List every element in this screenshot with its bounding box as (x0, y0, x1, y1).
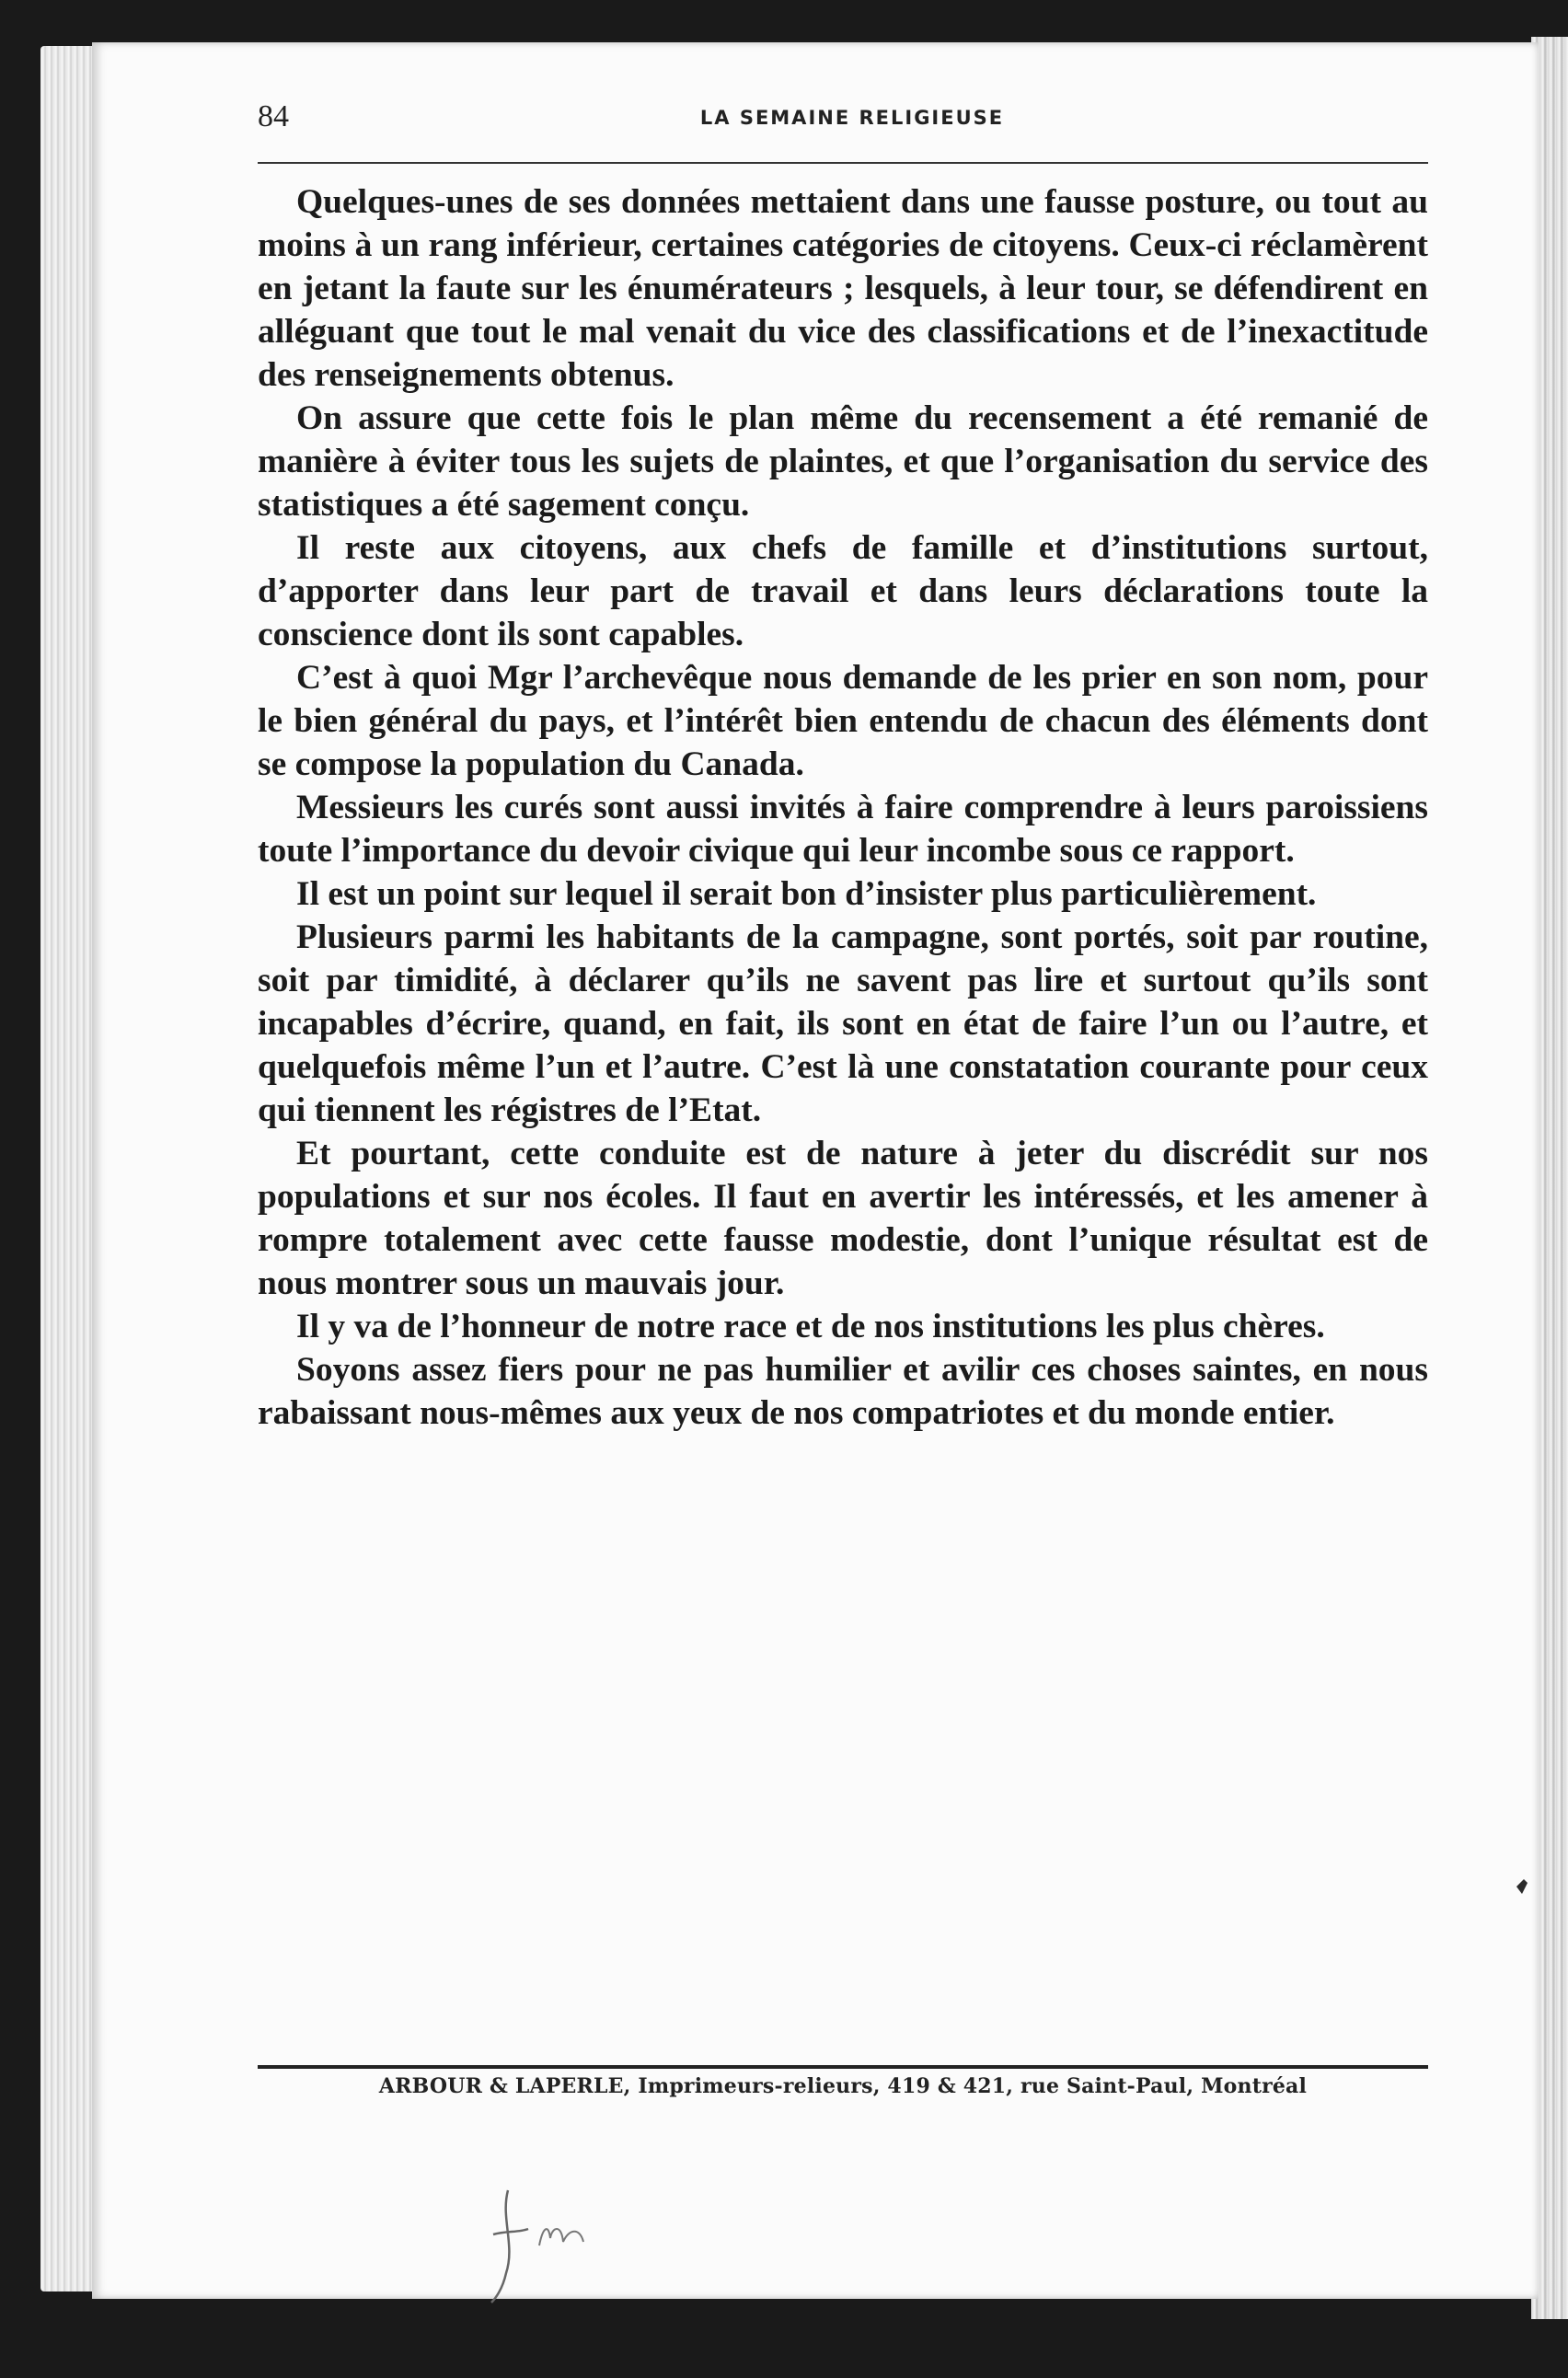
header-rule (258, 162, 1428, 164)
handwritten-note (488, 2181, 617, 2310)
paragraph: Messieurs les curés sont aussi invités à faire comprendre à leurs paroissiens toute l’importance du devoir civique qui leur incombe sous ce rapport. (258, 789, 1428, 870)
scan-artifact-mark (1513, 1877, 1531, 1896)
paragraph: On assure que cette fois le plan même du recensement a été remanié de manière à éviter tous les sujets de plaintes, et que l’organisation du service des statistiques a été sagement conçu. (258, 399, 1428, 524)
page-number: 84 (258, 99, 289, 133)
footer-rule (258, 2065, 1428, 2069)
paragraph: Et pourtant, cette conduite est de nature à jeter du discrédit sur nos populations et sur nos écoles. Il faut en avertir les intéressés, et les amener à rompre totalement avec cette fausse modestie, dont l’unique résultat est de nous montrer sous un mauvais jour. (258, 1135, 1428, 1302)
paragraph: Quelques-unes de ses données mettaient dans une fausse posture, ou tout au moins à un rang inférieur, certaines catégories de citoyens. Ceux-ci réclamèrent en jetant la faute sur les énumérateurs ; lesquels, à leur tour, se défendirent en alléguant que tout le mal venait du vice des classifications et de l’inexactitude des renseignements obtenus. (258, 183, 1428, 394)
article-body (258, 180, 1428, 1435)
paragraph: Soyons assez fiers pour ne pas humilier et avilir ces choses saintes, en nous rabaissant nous-mêmes aux yeux de nos compatriotes et du monde entier. (258, 1351, 1428, 1432)
paragraph: Plusieurs parmi les habitants de la campagne, sont portés, soit par routine, soit par timidité, à déclarer qu’ils ne savent pas lire et surtout qu’ils sont incapables d’écrire, quand, en fait, ils sont en état de faire l’un ou l’autre, et quelquefois même l’un et l’autre. C’est là une constatation courante pour ceux qui tiennent les régistres de l’Etat. (258, 918, 1428, 1129)
running-title: LA SEMAINE RELIGIEUSE (699, 107, 1005, 129)
paragraph: Il y va de l’honneur de notre race et de nos institutions les plus chères. (296, 1308, 1325, 1345)
paragraph: Il reste aux citoyens, aux chefs de famille et d’institutions surtout, d’apporter dans leur part de travail et dans leurs déclarations toute la conscience dont ils sont capables. (258, 529, 1428, 653)
printer-imprint: ARBOUR & LAPERLE, Imprimeurs-relieurs, 419 & 421, rue Saint-Paul, Montréal (378, 2074, 1308, 2098)
paragraph: C’est à quoi Mgr l’archevêque nous demande de les prier en son nom, pour le bien général du pays, et l’intérêt bien entendu de chacun des éléments dont se compose la population du Canada. (258, 659, 1428, 783)
page-header (258, 99, 1428, 155)
paragraph: Il est un point sur lequel il serait bon d’insister plus particulièrement. (296, 875, 1317, 913)
